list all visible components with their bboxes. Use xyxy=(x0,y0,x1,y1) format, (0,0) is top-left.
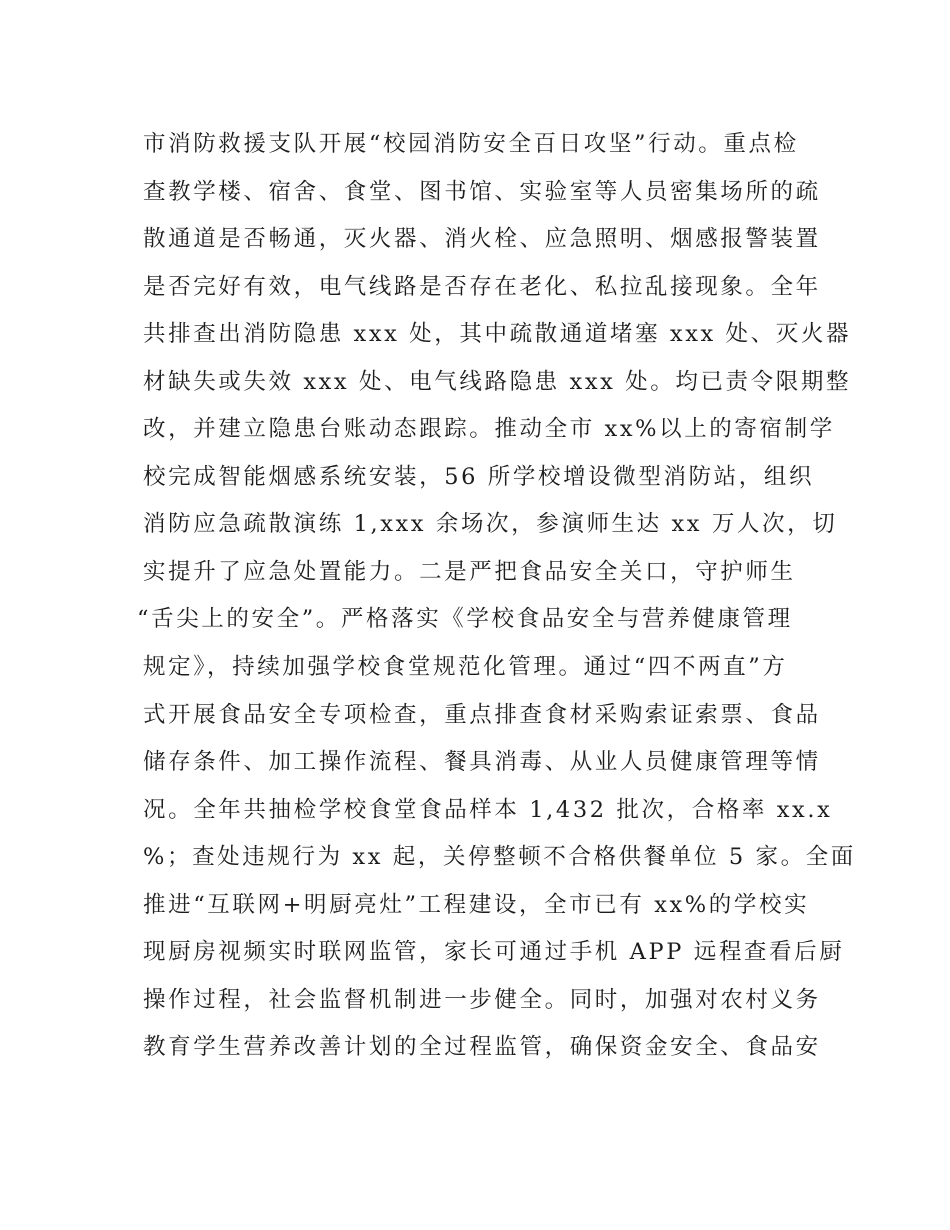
text-line: 教育学生营养改善计划的全过程监管，确保资金安全、食品安 xyxy=(143,1034,821,1061)
body-paragraph xyxy=(137,121,856,1072)
text-line: 共排查出消防隐患 xxx 处，其中疏散通道堵塞 xxx 处、灭火器 xyxy=(143,321,852,348)
text-line: 实提升了应急处置能力。二是严把食品安全关口，守护师生 xyxy=(143,558,796,585)
text-line: 校完成智能烟感系统安装，56 所学校增设微型消防站，组织 xyxy=(143,463,815,490)
text-line: 储存条件、加工操作流程、餐具消毒、从业人员健康管理等情 xyxy=(143,749,821,776)
text-line: 现厨房视频实时联网监管，家长可通过手机 APP 远程查看后厨 xyxy=(143,939,845,966)
text-line: 散通道是否畅通，灭火器、消火栓、应急照明、烟感报警装置 xyxy=(143,226,821,253)
text-line: 式开展食品安全专项检查，重点排查食材采购索证索票、食品 xyxy=(143,701,821,728)
text-line: 况。全年共抽检学校食堂食品样本 1,432 批次，合格率 xx.x xyxy=(143,796,833,823)
text-line: 材缺失或失效 xxx 处、电气线路隐患 xxx 处。均已责令限期整 xyxy=(143,368,852,395)
text-line: 市消防救援支队开展“校园消防安全百日攻坚”行动。重点检 xyxy=(143,131,799,157)
text-line: 推进“互联网+明厨亮灶”工程建设，全市已有 xx%的学校实 xyxy=(143,891,810,918)
text-line: 查教学楼、宿舍、食堂、图书馆、实验室等人员密集场所的疏 xyxy=(143,178,821,205)
text-line: 是否完好有效，电气线路是否存在老化、私拉乱接现象。全年 xyxy=(143,273,821,300)
text-line: 规定》，持续加强学校食堂规范化管理。通过“四不两直”方 xyxy=(143,654,788,681)
text-line: 改，并建立隐患台账动态跟踪。推动全市 xx%以上的寄宿制学 xyxy=(143,416,835,443)
text-line: “舌尖上的安全”。严格落实《学校食品安全与营养健康管理 xyxy=(137,606,793,633)
text-line: 消防应急疏散演练 1,xxx 余场次，参演师生达 xx 万人次，切 xyxy=(143,511,838,538)
text-line: 操作过程，社会监督机制进一步健全。同时，加强对农村义务 xyxy=(143,986,821,1013)
text-line: %；查处违规行为 xx 起，关停整顿不合格供餐单位 5 家。全面 xyxy=(143,844,856,871)
